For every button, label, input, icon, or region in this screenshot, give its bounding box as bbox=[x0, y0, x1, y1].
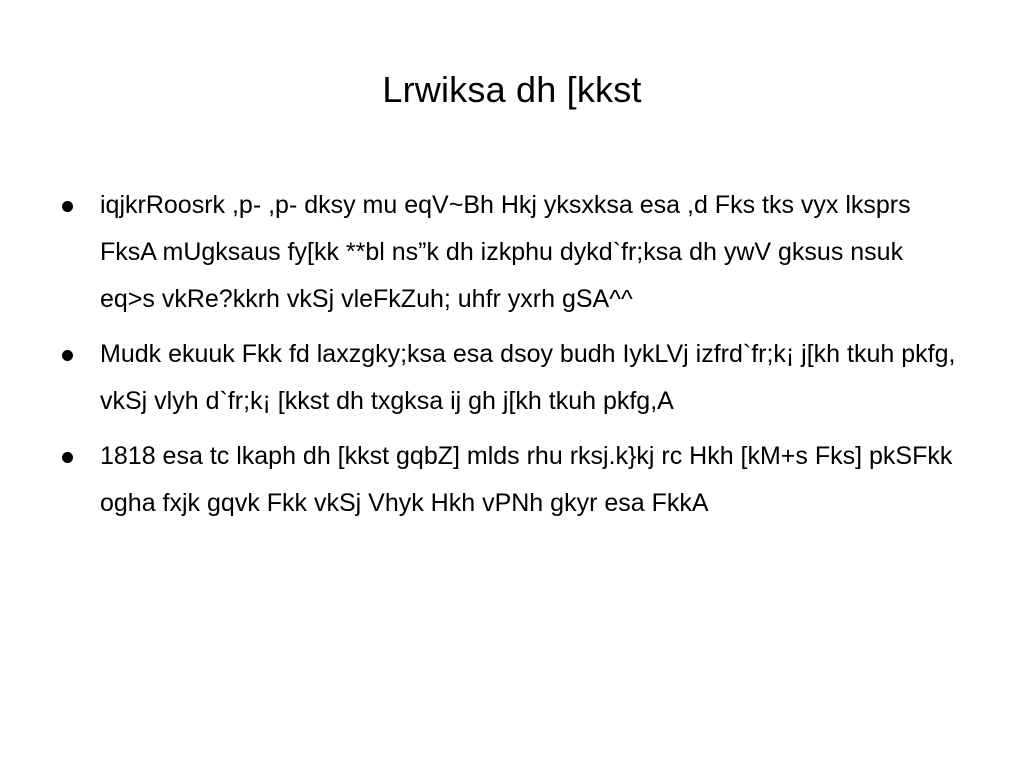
bullet-list bbox=[62, 182, 962, 535]
bullet-item bbox=[62, 182, 962, 323]
bullet-item bbox=[62, 331, 962, 425]
bullet-icon bbox=[62, 452, 73, 463]
bullet-item bbox=[62, 433, 962, 527]
bullet-text: iqjkrRoosrk ,p- ,p- dksy mu eqV~Bh Hkj yksxksa esa ,d Fks tks vyx lksprs FksA mUgksaus fy[kk **bl ns”k dh izkphu dykd`fr;ksa dh ywV gksus nsuk eq>s vkRe?kkrh vkSj vleFkZuh; uhfr yxrh gSA^^ bbox=[100, 191, 911, 313]
bullet-text: 1818 esa tc lkaph dh [kkst gqbZ] mlds rhu rksj.k}kj rc Hkh [kM+s Fks] pkSFkk ogha fxjk gqvk Fkk vkSj Vhyk Hkh vPNh gkyr esa FkkA bbox=[100, 442, 953, 517]
bullet-text: Mudk ekuuk Fkk fd laxzgky;ksa esa dsoy budh IykLVj izfrd`fr;k¡ j[kh tkuh pkfg, vkSj vlyh d`fr;k¡ [kkst dh txgksa ij gh j[kh tkuh pkfg,A bbox=[100, 340, 956, 415]
bullet-icon bbox=[62, 350, 73, 361]
slide-title: Lrwiksa dh [kkst bbox=[382, 69, 642, 110]
bullet-icon bbox=[62, 201, 73, 212]
